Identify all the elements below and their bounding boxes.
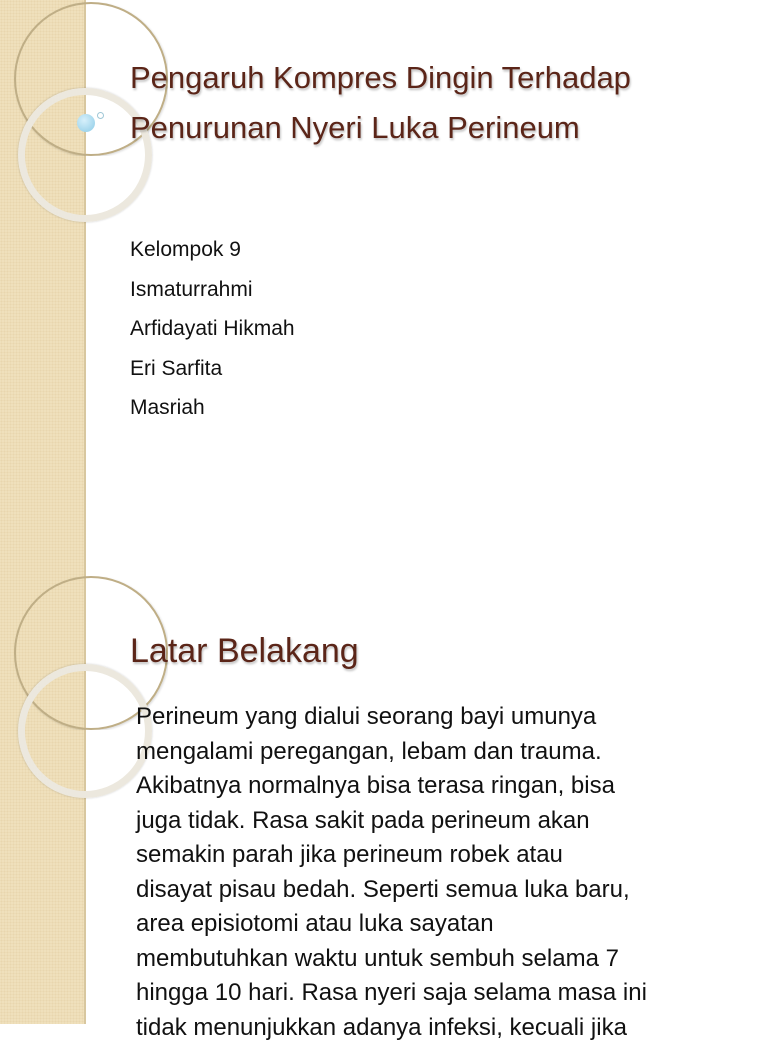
ring-decoration	[18, 664, 152, 798]
body-line: mengalami peregangan, lebam dan trauma.	[136, 735, 756, 770]
body-line: membutuhkan waktu untuk sembuh selama 7	[136, 942, 756, 977]
member-name: Eri Sarfita	[130, 353, 295, 393]
decorative-rings	[0, 576, 84, 1024]
slide-body	[136, 700, 756, 1045]
body-line: Perineum yang dialui seorang bayi umunya	[136, 700, 756, 735]
title-line: Penurunan Nyeri Luka Perineum	[130, 103, 631, 153]
body-line: tidak menunjukkan adanya infeksi, kecuali jika	[136, 1011, 756, 1045]
body-line: disayat pisau bedah. Seperti semua luka baru,	[136, 873, 756, 908]
small-bubble-decoration	[97, 112, 104, 119]
group-label: Kelompok 9	[130, 234, 295, 274]
title-line: Pengaruh Kompres Dingin Terhadap	[130, 53, 631, 103]
slide-title	[130, 53, 631, 153]
member-name: Ismaturrahmi	[130, 274, 295, 314]
bubble-decoration	[77, 114, 95, 132]
member-name: Masriah	[130, 392, 295, 432]
body-line: hingga 10 hari. Rasa nyeri saja selama masa ini	[136, 976, 756, 1011]
body-line: Akibatnya normalnya bisa terasa ringan, bisa	[136, 769, 756, 804]
slide-title: Latar Belakang	[130, 626, 359, 676]
member-name: Arfidayati Hikmah	[130, 313, 295, 353]
body-line: area episiotomi atau luka sayatan	[136, 907, 756, 942]
member-list	[130, 234, 295, 432]
slide-2	[0, 576, 768, 1024]
decorative-rings	[0, 0, 84, 576]
body-line: semakin parah jika perineum robek atau	[136, 838, 756, 873]
body-line: juga tidak. Rasa sakit pada perineum akan	[136, 804, 756, 839]
